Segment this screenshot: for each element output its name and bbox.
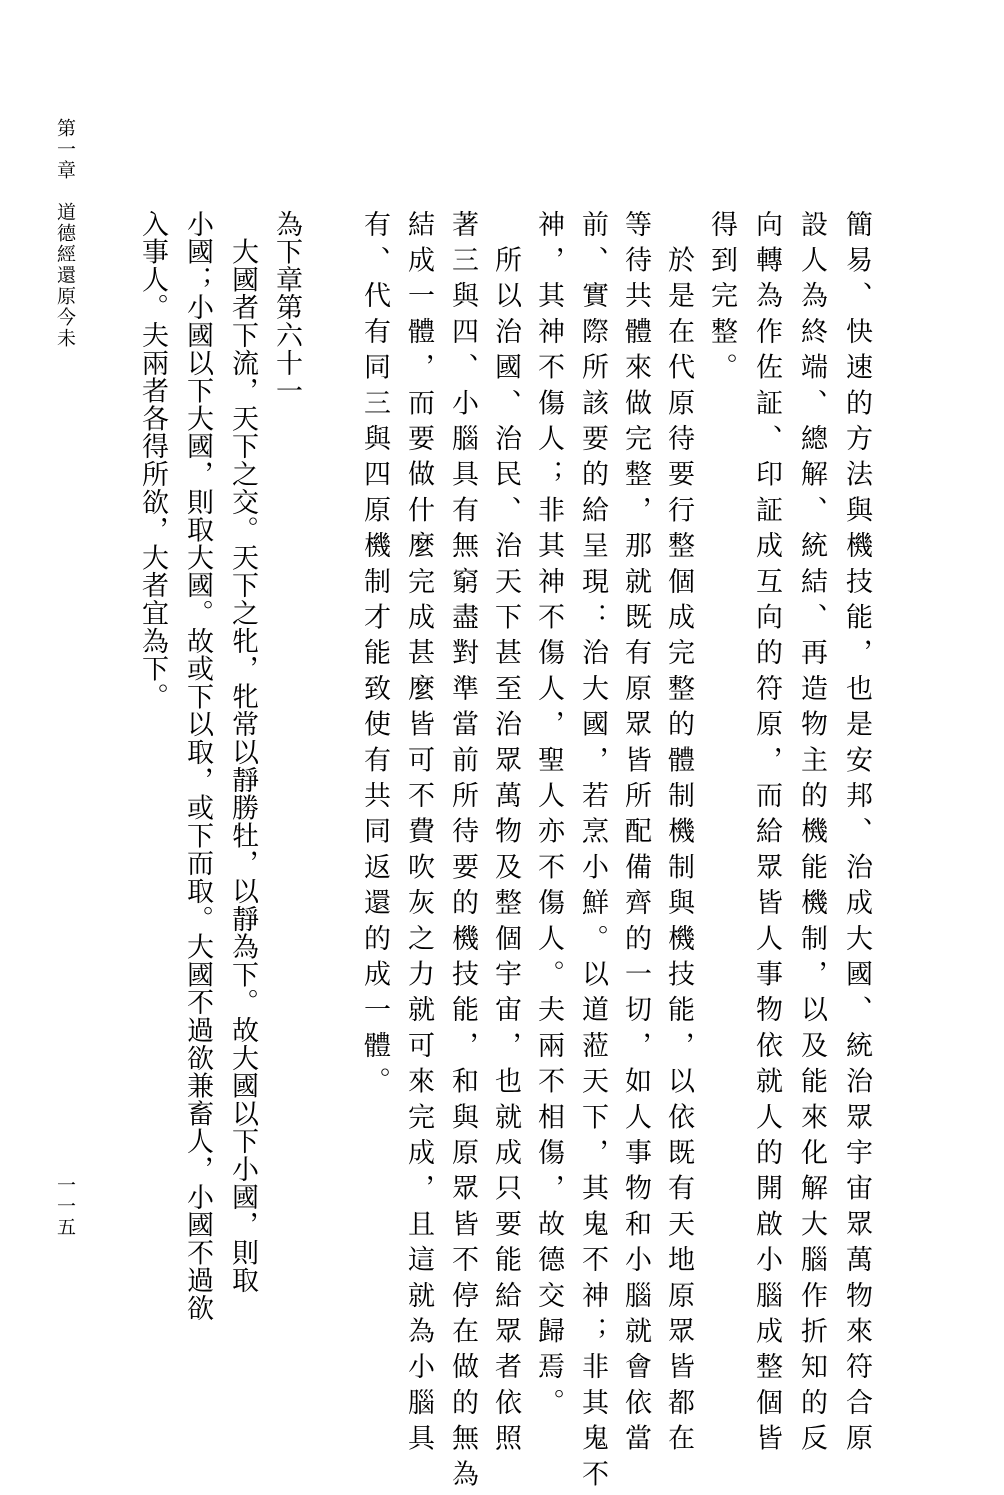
classic-text-column: 大國者下流，天下之交。天下之牝，牝常以靜勝牡，以靜為下。故大國以下小國，則取 — [227, 210, 258, 1295]
commentary-column: 前、實際所該要的給呈現：治大國，若烹小鮮。以道蒞天下，其鬼不神；非其鬼不 — [577, 210, 608, 1495]
commentary-column: 設人為終端、總解、統結、再造物主的機能機制，以及能來化解大腦作折知的反 — [796, 210, 827, 1460]
chapter-heading: 為下章第六十一 — [271, 210, 302, 405]
commentary-column: 於是在代原待要行整個成完整的體制機制與機技能，以依既有天地原眾皆都在 — [663, 210, 694, 1460]
classic-text-column: 小國；小國以下大國，則取大國。故或下以取，或下而取。大國不過欲兼畜人，小國不過欲 — [182, 210, 213, 1322]
running-head: 第一章 道德經還原今未 — [54, 118, 76, 349]
commentary-column: 所以治國、治民、治天下甚至治眾萬物及整個宇宙，也就成只要能給眾者依照 — [490, 210, 521, 1460]
page-number: 一一五 — [54, 1175, 76, 1238]
commentary-column: 等待共體來做完整，那就既有原眾皆所配備齊的一切，如人事物和小腦就會依當 — [620, 210, 651, 1460]
commentary-column: 結成一體，而要做什麼完成甚麼皆可不費吹灰之力就可來完成，且這就為小腦具 — [403, 210, 434, 1460]
classic-text-column: 入事人。夫兩者各得所欲，大者宜為下。 — [137, 210, 168, 711]
commentary-column: 簡易、快速的方法與機技能，也是安邦、治成大國、統治眾宇宙眾萬物來符合原 — [841, 210, 872, 1460]
commentary-column: 神，其神不傷人；非其神不傷人，聖人亦不傷人。夫兩不相傷，故德交歸焉。 — [533, 210, 564, 1424]
commentary-column: 著三與四、小腦具有無窮盡對準當前所待要的機技能，和與原眾皆不停在做的無為 — [447, 210, 478, 1495]
commentary-column: 有、代有同三與四原機制才能致使有共同返還的成一體。 — [359, 210, 390, 1103]
commentary-column: 向轉為作佐証、印証成互向的符原，而給眾皆人事物依就人的開啟小腦成整個皆 — [751, 210, 782, 1460]
commentary-column: 得到完整。 — [706, 210, 737, 389]
